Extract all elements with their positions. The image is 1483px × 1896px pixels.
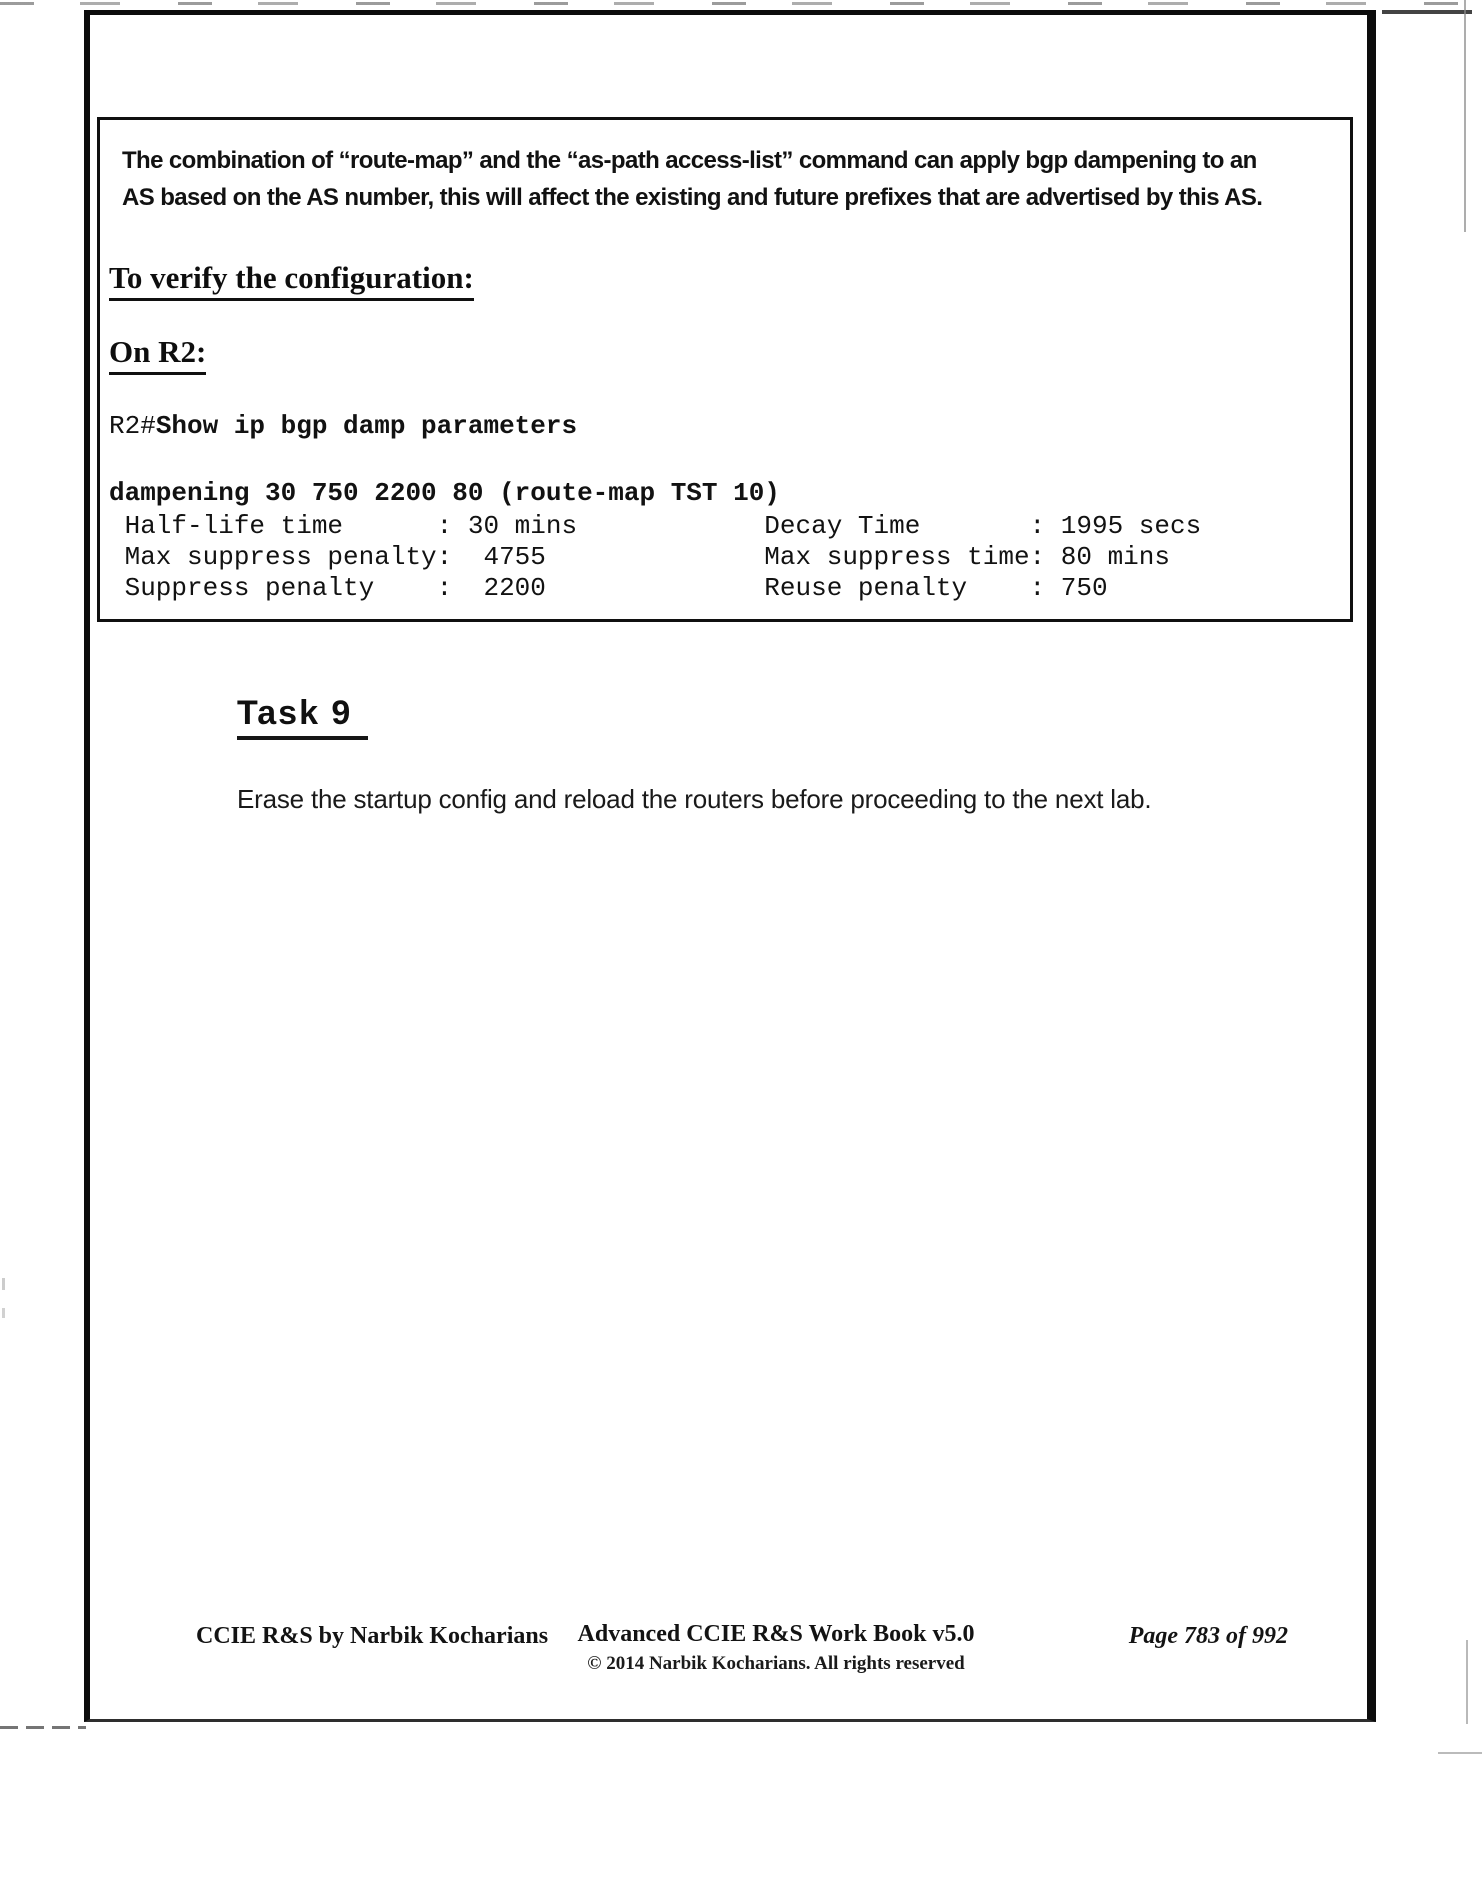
verification-info-box <box>97 117 1353 622</box>
task-title: Task 9 <box>237 694 368 740</box>
device-heading <box>109 334 1340 375</box>
cli-command-line <box>109 411 1340 441</box>
cli-prompt: R2# <box>109 411 156 441</box>
scan-artifact-bottom-left-dashes <box>0 1726 86 1729</box>
scan-artifact-left-dot <box>2 1308 5 1318</box>
scan-artifact-right-edge-line <box>1464 0 1466 232</box>
cli-command: Show ip bgp damp parameters <box>155 411 578 441</box>
verify-heading <box>109 260 1340 301</box>
footer-book-title: Advanced CCIE R&S Work Book v5.0 <box>577 1621 975 1647</box>
footer-center-block <box>578 1621 975 1675</box>
footer-author: CCIE R&S by Narbik Kocharians <box>196 1623 549 1649</box>
cli-output-block <box>109 511 1340 604</box>
cli-output-header: dampening 30 750 2200 80 (route-map TST 10) <box>109 478 780 508</box>
cli-output-line: Max suppress penalty: 4755 Max suppress time: 80 mins <box>109 542 1170 572</box>
scan-artifact-right-edge-line-lower <box>1466 1640 1468 1724</box>
cli-output-line: Half-life time : 30 mins Decay Time : 1995 secs <box>109 511 1202 541</box>
scan-artifact-top-line-extension <box>1382 10 1472 14</box>
scan-artifact-left-dot <box>2 1278 5 1290</box>
intro-paragraph-line1: The combination of “route-map” and the “as-path access-list” command can apply bgp dampening to an <box>122 147 1257 174</box>
footer-page-number: Page 783 of 992 <box>1128 1623 1288 1649</box>
intro-paragraph-line2: AS based on the AS number, this will affect the existing and future prefixes that are advertised by this AS. <box>122 184 1263 211</box>
verify-heading-text: To verify the configuration: <box>109 260 474 301</box>
task-section <box>237 694 1151 815</box>
task-body: Erase the startup config and reload the routers before proceeding to the next lab. <box>237 784 1152 814</box>
scan-artifact-top-dashes <box>0 2 1483 5</box>
scan-artifact-bottom-right-dash <box>1438 1752 1482 1754</box>
device-heading-text: On R2: <box>109 334 206 375</box>
cli-output-line: Suppress penalty : 2200 Reuse penalty : 750 <box>109 573 1108 603</box>
footer-copyright: © 2014 Narbik Kocharians. All rights reserved <box>587 1653 965 1674</box>
